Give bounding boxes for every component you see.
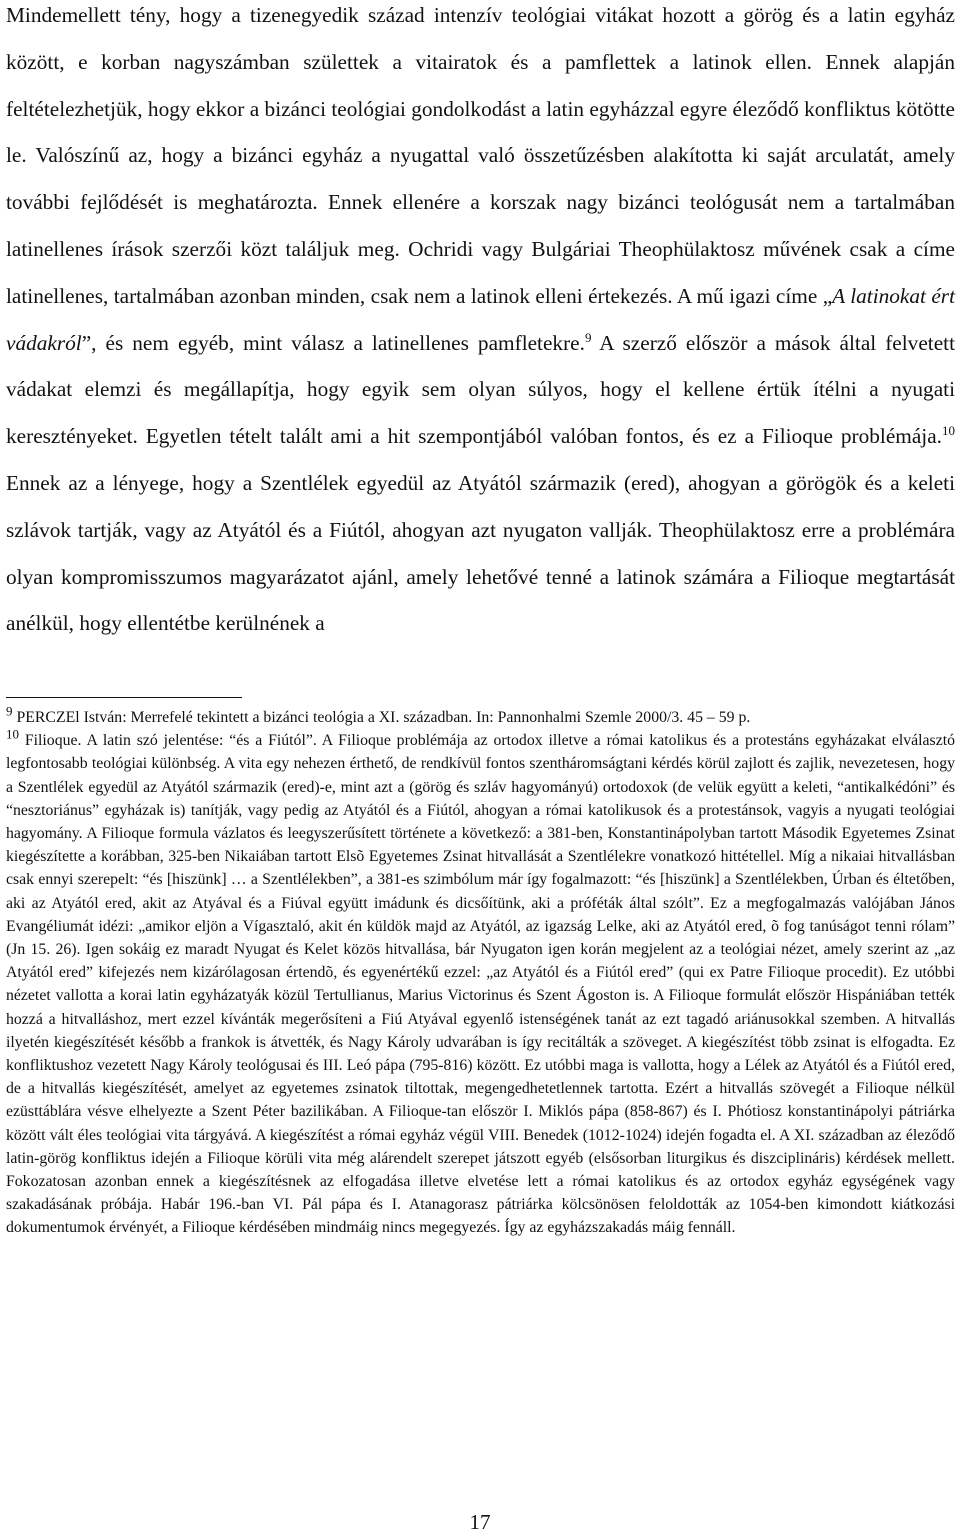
paragraph-text-middle: A szerző először a mások által felvetett vádakat elemzi és megállapítja, hogy egyik sem olyan súlyos, hogy el kellene értük ítélni a nyugati keresztényeket. Egyetlen tételt talált ami a hit szempontjából valóban fontos, és ez a Filioque problémája. [6,330,955,449]
paragraph-text-after-title: , és nem egyéb, mint válasz a latinellenes pamfletekre. [91,330,585,355]
title-open-quote: „ [822,283,833,308]
footnotes-section [6,703,955,1240]
main-paragraph [6,0,955,647]
paragraph-text-before-title: Mindemellett tény, hogy a tizenegyedik század intenzív teológiai vitákat hozott a görög és a latin egyház között, e korban nagyszámban születtek a vitairatok és a pamflettek a latinok ellen. Ennek alapján feltételezhetjük, hogy ekkor a bizánci teológiai gondolkodást a latin egyházzal egyre éleződő konfliktus kötötte le. Valószínű az, hogy a bizánci egyház a nyugattal való összetűzésben alakította ki saját arculatát, amely további fejlődését is meghatározta. Ennek ellenére a korszak nagy bizánci teológusát nem a tartalmában latinellenes írások szerzői közt találjuk meg. Ochridi vagy Bulgáriai Theophülaktosz művének csak a címe latinellenes, tartalmában azonban minden, csak nem a latinok elleni értekezés. A mű igazi címe [6,3,955,308]
footnote-text: PERCZEl István: Merrefelé tekintett a bizánci teológia a XI. században. In: Pannonhalmi Szemle 2000/3. 45 – 59 p. [12,709,751,726]
paragraph-text-end: Ennek az a lényege, hogy a Szentlélek egyedül az Atyától származik (ered), ahogyan a görögök és a keleti szlávok tartják, vagy az Atyától és a Fiútól, ahogyan azt nyugaton vallják. Theophülaktosz erre a problémára olyan kompromisszumos magyarázatot ajánl, amely lehetővé tenné a latinok számára a Filioque megtartását anélkül, hogy ellentétbe kerülnének a [6,470,955,636]
footnote-text: Filioque. A latin szó jelentése: “és a Fiútól”. A Filioque problémája az ortodox illetve a római katolikus és a protestáns egyházakat elválasztó legfontosabb teológiai különbség. A vita egy nehezen érthető, de rendkívül fontos szentháromságtani kérdés körül zajlott és zajlik, nevezetesen, hogy a Szentlélek egyedül az Atyától származik (ered)-e, mint azt a (görög és szláv hagyományú) ortodoxok (de velük együtt a keleti, “antikalkédóni” és “nesztoriánus” egyházak is) tanítják, vagy pedig az Atyától és a Fiútól, ahogyan a római katolikusok és a protestánsok, vagyis a nyugati teológiai hagyomány. A Filioque formula vázlatos és leegyszerűsített története a következő: a 381-ben, Konstantinápolyban tartott Második Egyetemes Zsinat kiegészítette a korábban, 325-ben Nikaiában tartott Elsõ Egyetemes Zsinat hitvallását a Szentlélekre vonatkozó hittétellel. Míg a nikaiai hitvallásban csak ennyi szerepelt: “és [hiszünk] … a Szentlélekben”, a 381-es szimbólum már így fogalmazott: “és [hiszünk] a Szentlélekben, Úrban és éltetőben, aki az Atyától ered, akit az Atyával és a Fiúval együtt imádunk és dicsőítünk, aki a próféták által szólt”. Ez a megfogalmazás valójában János Evangéliumát idézi: „amikor eljön a Vígasztaló, akit én küldök majd az Atyától, az igazság Lelke, aki az Atyától ered, õ fog tanúságot tenni rólam” (Jn 15. 26). Igen sokáig ez maradt Nyugat és Kelet közös hitvallása, bár Nyugaton igen korán megjelent az a teológiai nézet, amely szerint az „az Atyától ered” kifejezés nem kizárólagosan értendõ, és egyenértékű ezzel: „az Atyától és a Fiútól ered” (qui ex Patre Filioque procedit). Ez utóbbi nézetet vallotta a korai latin egyházatyák közül Tertullianus, Marius Victorinus és Szent Ágoston is. A Filioque formulát először Hispániában tették hozzá a hitvalláshoz, mert ezzel kívánták megerősíteni a Fiú Atyával egyenlő istenségének tanát az ezt tagadó ariánusokkal szemben. A hitvallás ilyetén kiegészítését később a frankok is átvették, és Nagy Károly udvarában is így recitálták a szöveget. A kiegészítést több zsinat is elfogadta. Ez konfliktushoz vezetett Nagy Károly teológusai és III. Leó pápa (795-816) között. Ez utóbbi maga is vallotta, hogy a Lélek az Atyától és a Fiútól ered, de a hitvallás kiegészítését, amelyet az egyetemes zsinatok tiltottak, megengedhetetlennek tartotta. Ezért a hitvallás szövegét a Filioque nélkül ezüsttáblára vésve elhelyezte a Szent Péter bazilikában. A Filioque-tan először I. Miklós pápa (858-867) és I. Phótiosz konstantinápolyi pátriárka között vált éles teológiai vita tárgyává. A kiegészítést a római egyház végül VIII. Benedek (1012-1024) idején fogadta el. A XI. században az éleződő latin-görög konfliktus idején a Filioque körüli vita még alárendelt szerepet játszott egyéb (elsősorban liturgikus és diszciplináris) kérdések mellett. Fokozatosan azonban ennek a kiegészítésnek az elfogadása illetve elvetése lett a római katolikus és az ortodox egyház egységének vagy szakadásának próbája. Habár 196.-ban VI. Pál pápa és I. Atanagorasz pátriárka kölcsönösen feloldották az 1054-ben kimondott kiátkozási dokumentumok érvényét, a Filioque kérdésében mindmáig nincs megegyezés. Így az egyházszakadás máig fennáll. [6,732,955,1237]
footnote-number: 10 [6,726,19,742]
footnote-number: 9 [6,703,13,719]
footnote-reference-10[interactable]: 10 [942,423,955,439]
work-title: A latinokat ért vádakról [6,283,955,355]
page-number: 17 [469,1510,491,1534]
title-close-quote: ” [81,330,92,355]
footnote-9 [6,703,955,729]
footnote-reference-9[interactable]: 9 [584,329,592,345]
footnote-separator [6,697,242,698]
footnote-10 [6,726,955,1239]
